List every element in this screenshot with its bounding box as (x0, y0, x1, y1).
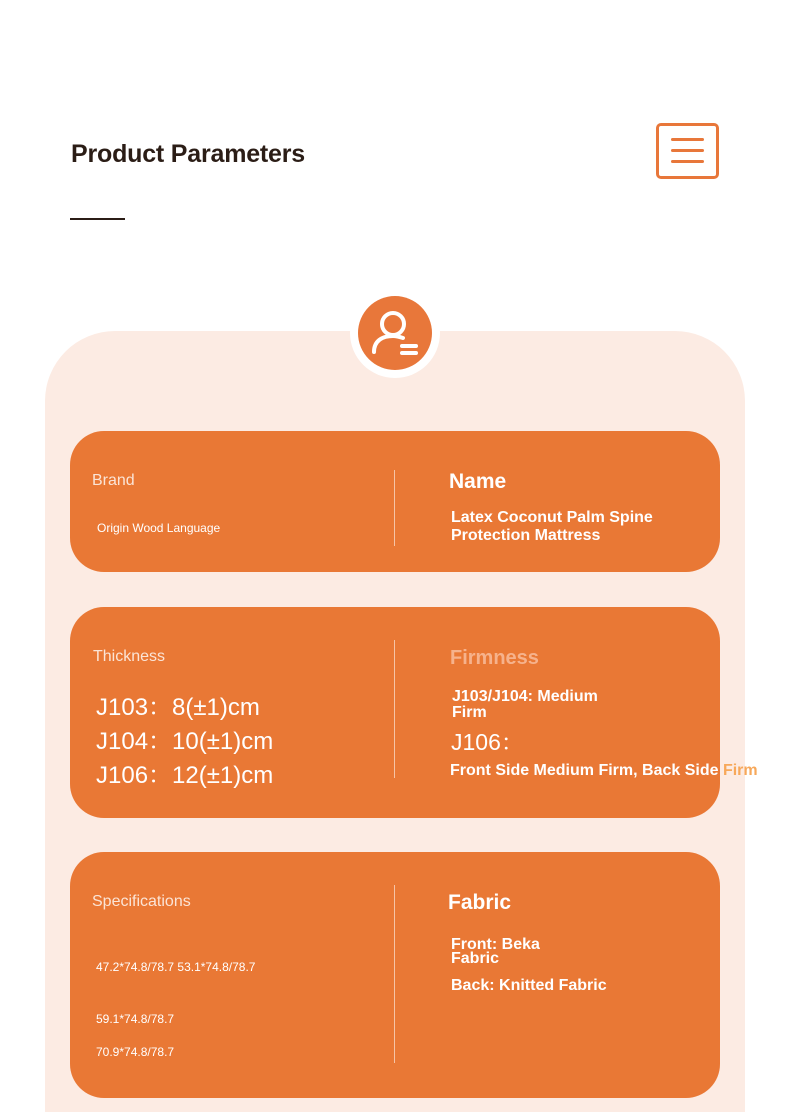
card-divider (394, 470, 395, 546)
specifications-label: Specifications (92, 893, 191, 910)
thickness-value: J104：10(±1)cm (96, 728, 274, 755)
menu-icon-bar (671, 138, 704, 141)
name-value-line: Latex Coconut Palm Spine (451, 509, 653, 526)
thickness-label: Thickness (93, 648, 166, 665)
title-underline (70, 218, 125, 220)
specification-value: 70.9*74.8/78.7 (96, 1045, 175, 1059)
firmness-extra-text: Front Side Medium Firm, Back Side (450, 762, 719, 779)
card-thickness-firmness (70, 607, 758, 818)
fabric-value-line: Front: Beka (451, 936, 540, 953)
firmness-j106-label: J106： (451, 729, 524, 755)
fabric-label: Fabric (448, 891, 512, 914)
brand-label: Brand (92, 472, 135, 489)
name-value-line: Protection Mattress (451, 527, 601, 544)
fabric-value-line: Fabric (451, 950, 500, 967)
menu-icon[interactable] (656, 123, 719, 179)
card-divider (394, 640, 395, 778)
menu-icon-bar (671, 160, 704, 163)
card-specifications-fabric (70, 852, 720, 1098)
card-brand-name (70, 431, 720, 572)
firmness-value-line: J103/J104: Medium (452, 688, 598, 705)
card-divider (394, 885, 395, 1063)
specification-value: 47.2*74.8/78.7 53.1*74.8/78.7 (96, 960, 256, 974)
brand-value: Origin Wood Language (97, 521, 221, 535)
firmness-extra-tail: Firm (722, 762, 758, 779)
firmness-extra (450, 762, 758, 780)
user-list-icon (358, 296, 432, 370)
firmness-label: Firmness (450, 647, 539, 669)
fabric-back-value: Back: Knitted Fabric (451, 977, 607, 994)
menu-icon-bar (671, 149, 704, 152)
thickness-value: J106：12(±1)cm (96, 762, 274, 789)
firmness-value-line: Firm (452, 704, 487, 721)
page-title: Product Parameters (71, 140, 305, 168)
thickness-value: J103：8(±1)cm (96, 694, 260, 721)
name-label: Name (449, 470, 507, 493)
specification-value: 59.1*74.8/78.7 (96, 1012, 175, 1026)
